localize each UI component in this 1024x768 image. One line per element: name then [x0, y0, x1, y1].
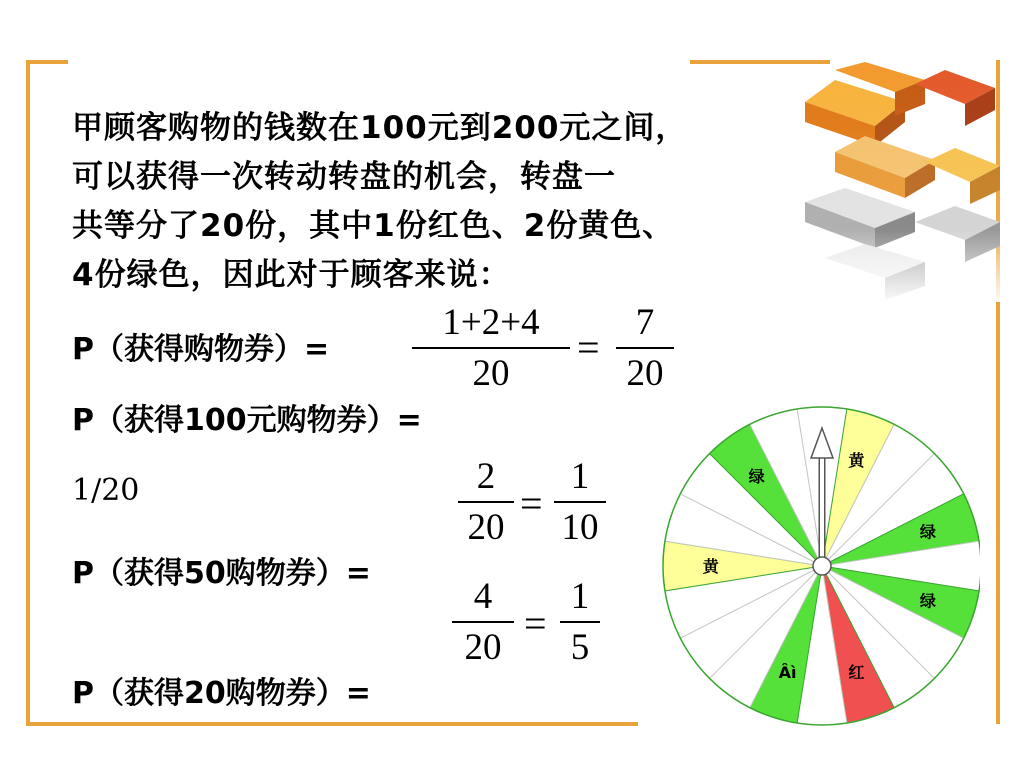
p-20-denominator: 20: [464, 627, 502, 668]
spinner-wheel[interactable]: [660, 402, 980, 732]
p-50-fraction: [458, 456, 514, 549]
p-20-equals: =: [524, 601, 547, 646]
p-20-result-fraction: [560, 576, 600, 669]
wheel-segment-label: 黄: [848, 451, 865, 471]
p-50-label: P（获得50购物券）=: [72, 556, 371, 591]
fraction-bar: [452, 621, 514, 623]
frame-left: [26, 60, 30, 724]
p-100-answer: 1/20: [72, 473, 140, 508]
intro-paragraph: [72, 104, 792, 300]
p-20-numerator: 4: [473, 576, 493, 617]
frame-bottom: [26, 722, 638, 726]
wheel-segment-label: 黄: [702, 557, 719, 576]
wheel-segment-label: 绿: [748, 466, 765, 486]
p-any-result-numerator: 7: [635, 302, 655, 343]
p-any-numerator: 1+2+4: [442, 302, 540, 343]
intro-line-3: 共等分了20份，其中1份红色、2份黄色、: [72, 208, 675, 244]
wheel-segment-label: 绿: [919, 591, 936, 611]
p-any-result-denominator: 20: [626, 353, 664, 394]
decorative-blocks-graphic: [805, 62, 1005, 302]
p-50-equals: =: [520, 481, 543, 526]
intro-line-4: 4份绿色，因此对于顾客来说：: [72, 257, 511, 293]
fraction-bar: [616, 347, 674, 349]
p-any-fraction: [412, 302, 570, 395]
wheel-segment-label: Âì: [778, 662, 797, 682]
fraction-bar: [458, 501, 514, 503]
wheel-segment-label: 红: [848, 662, 865, 682]
p-50-numerator: 2: [476, 456, 496, 497]
p-any-denominator: 20: [472, 353, 510, 394]
p-20-result-numerator: 1: [570, 576, 590, 617]
intro-line-2: 可以获得一次转动转盘的机会，转盘一: [72, 159, 616, 195]
p-any-equals: =: [577, 325, 600, 370]
p-any-label: P（获得购物券）=: [72, 332, 330, 367]
p-50-denominator: 20: [467, 507, 505, 548]
intro-line-1: 甲顾客购物的钱数在100元到200元之间，: [72, 110, 688, 146]
fraction-bar: [560, 621, 600, 623]
wheel-segment-label: 绿: [919, 522, 936, 542]
p-20-fraction: [452, 576, 514, 669]
p-any-result-fraction: [616, 302, 674, 395]
p-20-label: P（获得20购物券）=: [72, 676, 371, 711]
p-50-result-numerator: 1: [570, 456, 590, 497]
fraction-bar: [412, 347, 570, 349]
p-50-result-fraction: [554, 456, 606, 549]
spinner-hub: [813, 557, 831, 575]
frame-top-left: [26, 60, 68, 64]
p-20-result-denominator: 5: [570, 627, 590, 668]
fraction-bar: [554, 501, 606, 503]
p-50-result-denominator: 10: [561, 507, 599, 548]
p-100-label: P（获得100元购物券）=: [72, 403, 422, 438]
